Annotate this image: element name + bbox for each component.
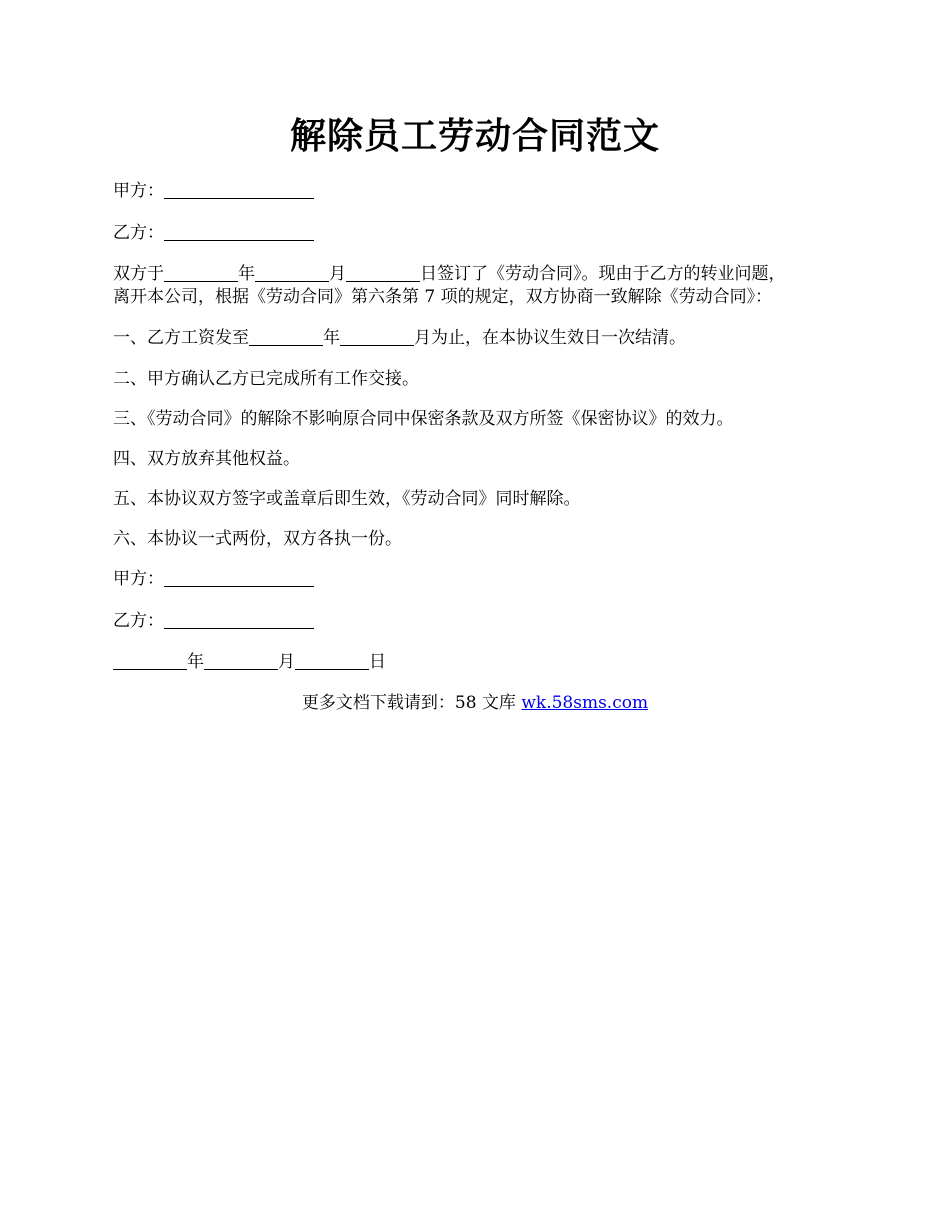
date-year: 年: [187, 652, 204, 672]
signature-party-a-line: [113, 568, 838, 591]
signature-party-a-label: 甲方：: [113, 569, 164, 589]
clause-1-prefix: 一、乙方工资发至: [113, 328, 249, 348]
date-month: 月: [278, 652, 295, 672]
clause-1-year-blank: [249, 327, 323, 346]
date-day-blank: [295, 651, 369, 670]
intro-line-1: [113, 262, 833, 286]
clause-1-month-blank: [340, 327, 414, 346]
clause-2: 二、甲方确认乙方已完成所有工作交接。: [113, 369, 419, 389]
clause-5: 五、本协议双方签字或盖章后即生效，《劳动合同》同时解除。: [113, 489, 581, 509]
clause-1: [113, 327, 838, 350]
signature-party-b-line: [113, 610, 838, 633]
intro-day-blank: [346, 263, 420, 282]
date-day: 日: [369, 652, 386, 672]
intro-month-blank: [255, 263, 329, 282]
party-b-line: [113, 222, 838, 245]
signature-party-b-label: 乙方：: [113, 611, 164, 631]
signature-party-b-blank: [164, 610, 314, 629]
party-a-blank: [164, 180, 314, 199]
intro-line-2: 离开本公司，根据《劳动合同》第六条第 7 项的规定，双方协商一致解除《劳动合同》：: [113, 287, 773, 307]
footer-text: 更多文档下载请到：58 文库: [301, 693, 522, 713]
party-a-line: [113, 180, 838, 203]
signature-date-line: [113, 651, 838, 674]
party-b-label: 乙方：: [113, 223, 164, 243]
document-title: 解除员工劳动合同范文: [289, 115, 660, 157]
footer-link[interactable]: wk.58sms.com: [521, 693, 649, 713]
clause-6: 六、本协议一式两份，双方各执一份。: [113, 529, 402, 549]
intro-month: 月: [329, 264, 346, 284]
intro-day-suffix: 日签订了《劳动合同》。现由于乙方的转业问题，: [420, 264, 786, 284]
intro-paragraph: [113, 262, 833, 309]
party-b-blank: [164, 222, 314, 241]
clause-4: 四、双方放弃其他权益。: [113, 449, 300, 469]
signature-party-a-blank: [164, 568, 314, 587]
date-month-blank: [204, 651, 278, 670]
footer: [0, 691, 950, 715]
clause-1-suffix: 月为止，在本协议生效日一次结清。: [414, 328, 686, 348]
clause-1-year: 年: [323, 328, 340, 348]
intro-year-blank: [164, 263, 238, 282]
intro-year: 年: [238, 264, 255, 284]
clause-3: 三、《劳动合同》的解除不影响原合同中保密条款及双方所签《保密协议》的效力。: [113, 409, 734, 429]
party-a-label: 甲方：: [113, 181, 164, 201]
date-year-blank: [113, 651, 187, 670]
intro-prefix: 双方于: [113, 264, 164, 284]
